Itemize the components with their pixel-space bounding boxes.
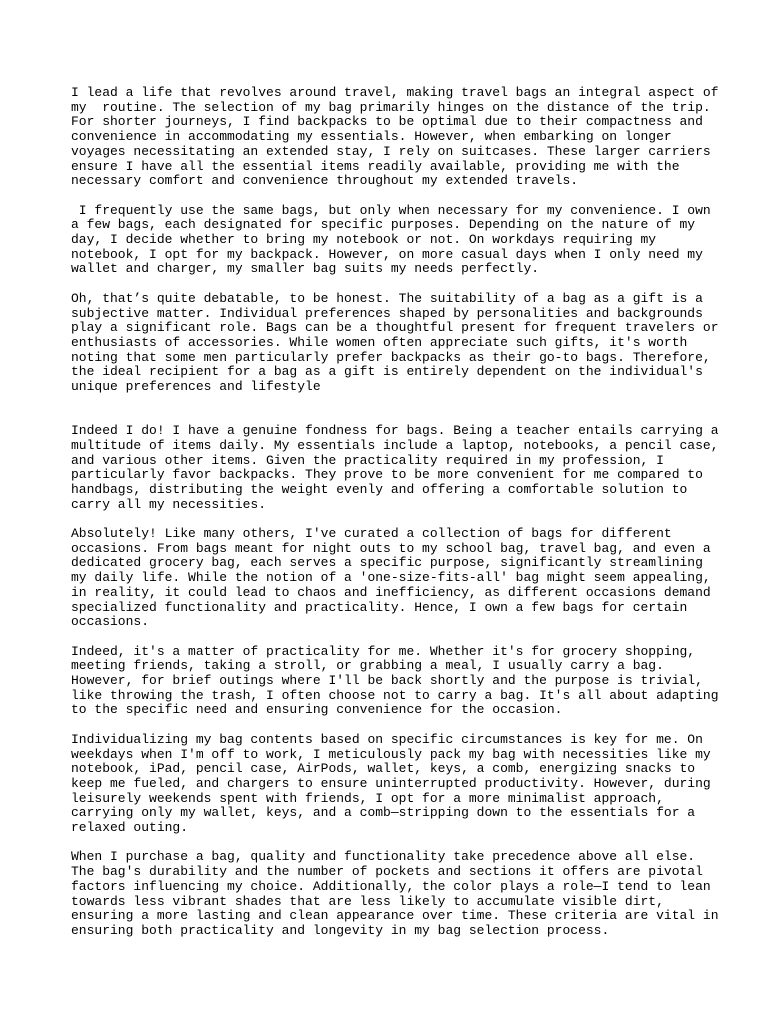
text-line: and various other items. Given the practicality required in my profession, I [71, 452, 664, 468]
paragraph-2 [71, 204, 721, 278]
text-line: ensuring both practicality and longevity in my bag selection process. [71, 922, 610, 938]
text-line: notebook, I opt for my backpack. However, on more casual days when I only need my [71, 246, 703, 262]
paragraph-1 [71, 86, 721, 189]
text-line: wallet and charger, my smaller bag suits my needs perfectly. [71, 261, 540, 277]
text-line: to the specific need and ensuring convenience for the occasion. [71, 702, 563, 718]
text-line: convenience in accommodating my essentials. However, when embarking on longer [71, 129, 672, 145]
text-line: Oh, that’s quite debatable, to be honest. The suitability of a bag as a gift is a [71, 290, 703, 306]
text-line: ensuring a more lasting and clean appearance over time. These criteria are vital in [71, 908, 719, 924]
paragraph-7 [71, 733, 721, 836]
text-line: day, I decide whether to bring my notebook or not. On workdays requiring my [71, 232, 657, 248]
text-line: Indeed, it's a matter of practicality for me. Whether it's for grocery shopping, [71, 643, 696, 659]
paragraph-spacer [71, 277, 721, 292]
paragraph-6 [71, 645, 721, 719]
paragraph-spacer [71, 189, 721, 204]
text-line: relaxed outing. [71, 820, 189, 836]
text-line: occasions. From bags meant for night outs to my school bag, travel bag, and even a [71, 540, 711, 556]
text-line: Absolutely! Like many others, I've curated a collection of bags for different [71, 526, 672, 542]
text-line: I lead a life that revolves around travel, making travel bags an integral aspect of [71, 85, 719, 100]
paragraph-spacer [71, 395, 721, 424]
text-line: leisurely weekends spent with friends, I opt for a more minimalist approach, [71, 790, 664, 806]
document-body [71, 86, 721, 939]
text-line: For shorter journeys, I find backpacks to be optimal due to their compactness and [71, 114, 703, 130]
text-line: specialized functionality and practicality. Hence, I own a few bags for certain [71, 599, 688, 615]
text-line: noting that some men particularly prefer backpacks as their go-to bags. Therefore, [71, 349, 711, 365]
text-line: When I purchase a bag, quality and functionality take precedence above all else. [71, 849, 696, 865]
text-line: The bag's durability and the number of pockets and sections it offers are pivotal [71, 864, 703, 880]
text-line: play a significant role. Bags can be a thoughtful present for frequent travelers or [71, 320, 719, 336]
text-line: my daily life. While the notion of a 'one-size-fits-all' bag might seem appealing, [71, 570, 711, 586]
text-line: in reality, it could lead to chaos and inefficiency, as different occasions demand [71, 584, 711, 600]
paragraph-4 [71, 424, 721, 512]
paragraph-spacer [71, 630, 721, 645]
paragraph-5 [71, 527, 721, 630]
paragraph-spacer [71, 836, 721, 851]
text-line: Indeed I do! I have a genuine fondness for bags. Being a teacher entails carrying a [71, 423, 719, 439]
text-line: keep me fueled, and chargers to ensure uninterrupted productivity. However, during [71, 775, 711, 791]
text-line: unique preferences and lifestyle [71, 379, 321, 395]
text-line: I frequently use the same bags, but only when necessary for my convenience. I own [71, 202, 711, 218]
text-line: weekdays when I'm off to work, I meticulously pack my bag with necessities like my [71, 746, 711, 762]
text-line: the ideal recipient for a bag as a gift is entirely dependent on the individual's [71, 364, 703, 380]
text-line: notebook, iPad, pencil case, AirPods, wallet, keys, a comb, energizing snacks to [71, 761, 696, 777]
text-line: a few bags, each designated for specific purposes. Depending on the nature of my [71, 217, 696, 233]
text-line: factors influencing my choice. Additionally, the color plays a role—I tend to lean [71, 878, 711, 894]
text-line: dedicated grocery bag, each serves a specific purpose, significantly streamlining [71, 555, 703, 571]
text-line: Individualizing my bag contents based on specific circumstances is key for me. On [71, 731, 703, 747]
text-line: towards less vibrant shades that are less likely to accumulate visible dirt, [71, 893, 664, 909]
text-line: voyages necessitating an extended stay, I rely on suitcases. These larger carriers [71, 143, 711, 159]
text-line: particularly favor backpacks. They prove to be more convenient for me compared to [71, 467, 703, 483]
text-line: my routine. The selection of my bag primarily hinges on the distance of the trip. [71, 99, 711, 115]
paragraph-spacer [71, 718, 721, 733]
text-line: However, for brief outings where I'll be back shortly and the purpose is trivial, [71, 673, 703, 689]
text-line: handbags, distributing the weight evenly and offering a comfortable solution to [71, 481, 688, 497]
text-line: meeting friends, taking a stroll, or grabbing a meal, I usually carry a bag. [71, 658, 664, 674]
text-line: multitude of items daily. My essentials include a laptop, notebooks, a pencil case, [71, 437, 719, 453]
paragraph-spacer [71, 512, 721, 527]
text-line: ensure I have all the essential items readily available, providing me with the [71, 158, 680, 174]
text-line: necessary comfort and convenience throughout my extended travels. [71, 173, 579, 189]
paragraph-3 [71, 292, 721, 395]
text-line: occasions. [71, 614, 150, 630]
text-line: carrying only my wallet, keys, and a comb—stripping down to the essentials for a [71, 805, 696, 821]
paragraph-8 [71, 850, 721, 938]
text-line: like throwing the trash, I often choose not to carry a bag. It's all about adapting [71, 687, 719, 703]
text-line: subjective matter. Individual preferences shaped by personalities and backgrounds [71, 305, 703, 321]
text-line: carry all my necessities. [71, 496, 267, 512]
text-line: enthusiasts of accessories. While women often appreciate such gifts, it's worth [71, 334, 688, 350]
